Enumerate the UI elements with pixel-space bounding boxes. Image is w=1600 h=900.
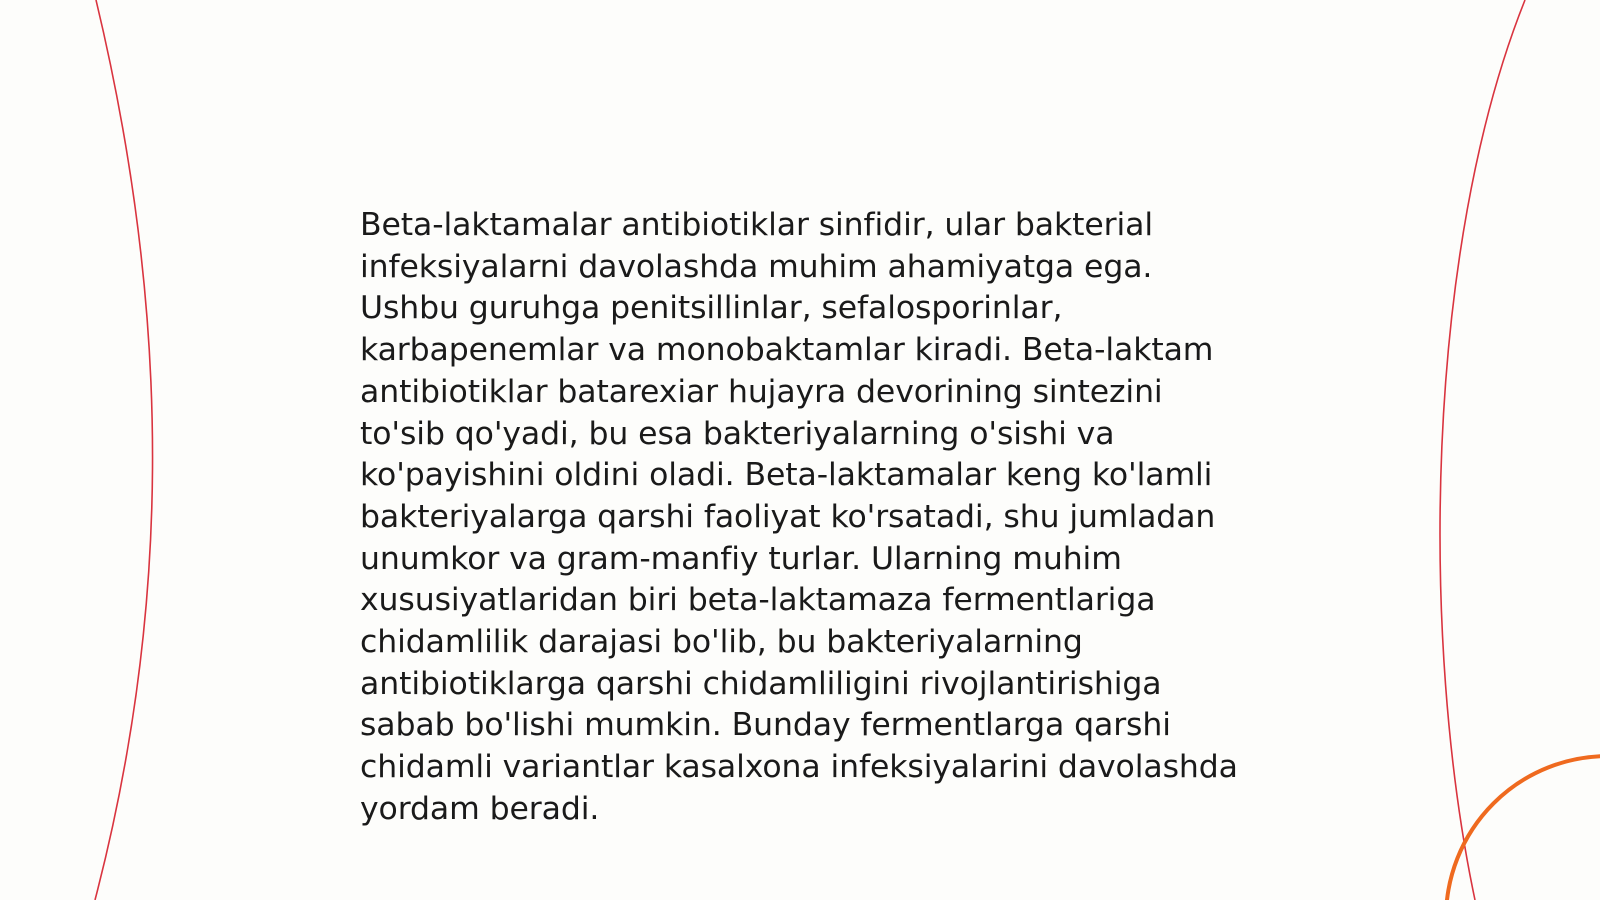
left-arc-curve [95,0,153,900]
right-arc-curve [1440,0,1525,900]
corner-circle [1446,756,1600,900]
slide-body-text: Beta-laktamalar antibiotiklar sinfidir, ular bakterial infeksiyalarni davolashda muhim ahamiyatga ega. Ushbu guruhga penitsillinlar, sefalosporinlar, karbapenemlar va monobaktamlar kiradi. Beta-laktam antibiotiklar batarexiar hujayra devorining sintezini to'sib qo'yadi, bu esa bakteriyalarning o'sishi va ko'payishini oldini oladi. Beta-laktamalar keng ko'lamli bakteriyalarga qarshi faoliyat ko'rsatadi, shu jumladan unumkor va gram-manfiy turlar. Ularning muhim xususiyatlaridan biri beta-laktamaza fermentlariga chidamlilik darajasi bo'lib, bu bakteriyalarning antibiotiklarga qarshi chidamliligini rivojlantirishiga sabab bo'lishi mumkin. Bunday fermentlarga qarshi chidamli variantlar kasalxona infeksiyalarini davolashda yordam beradi. [360,207,1238,827]
